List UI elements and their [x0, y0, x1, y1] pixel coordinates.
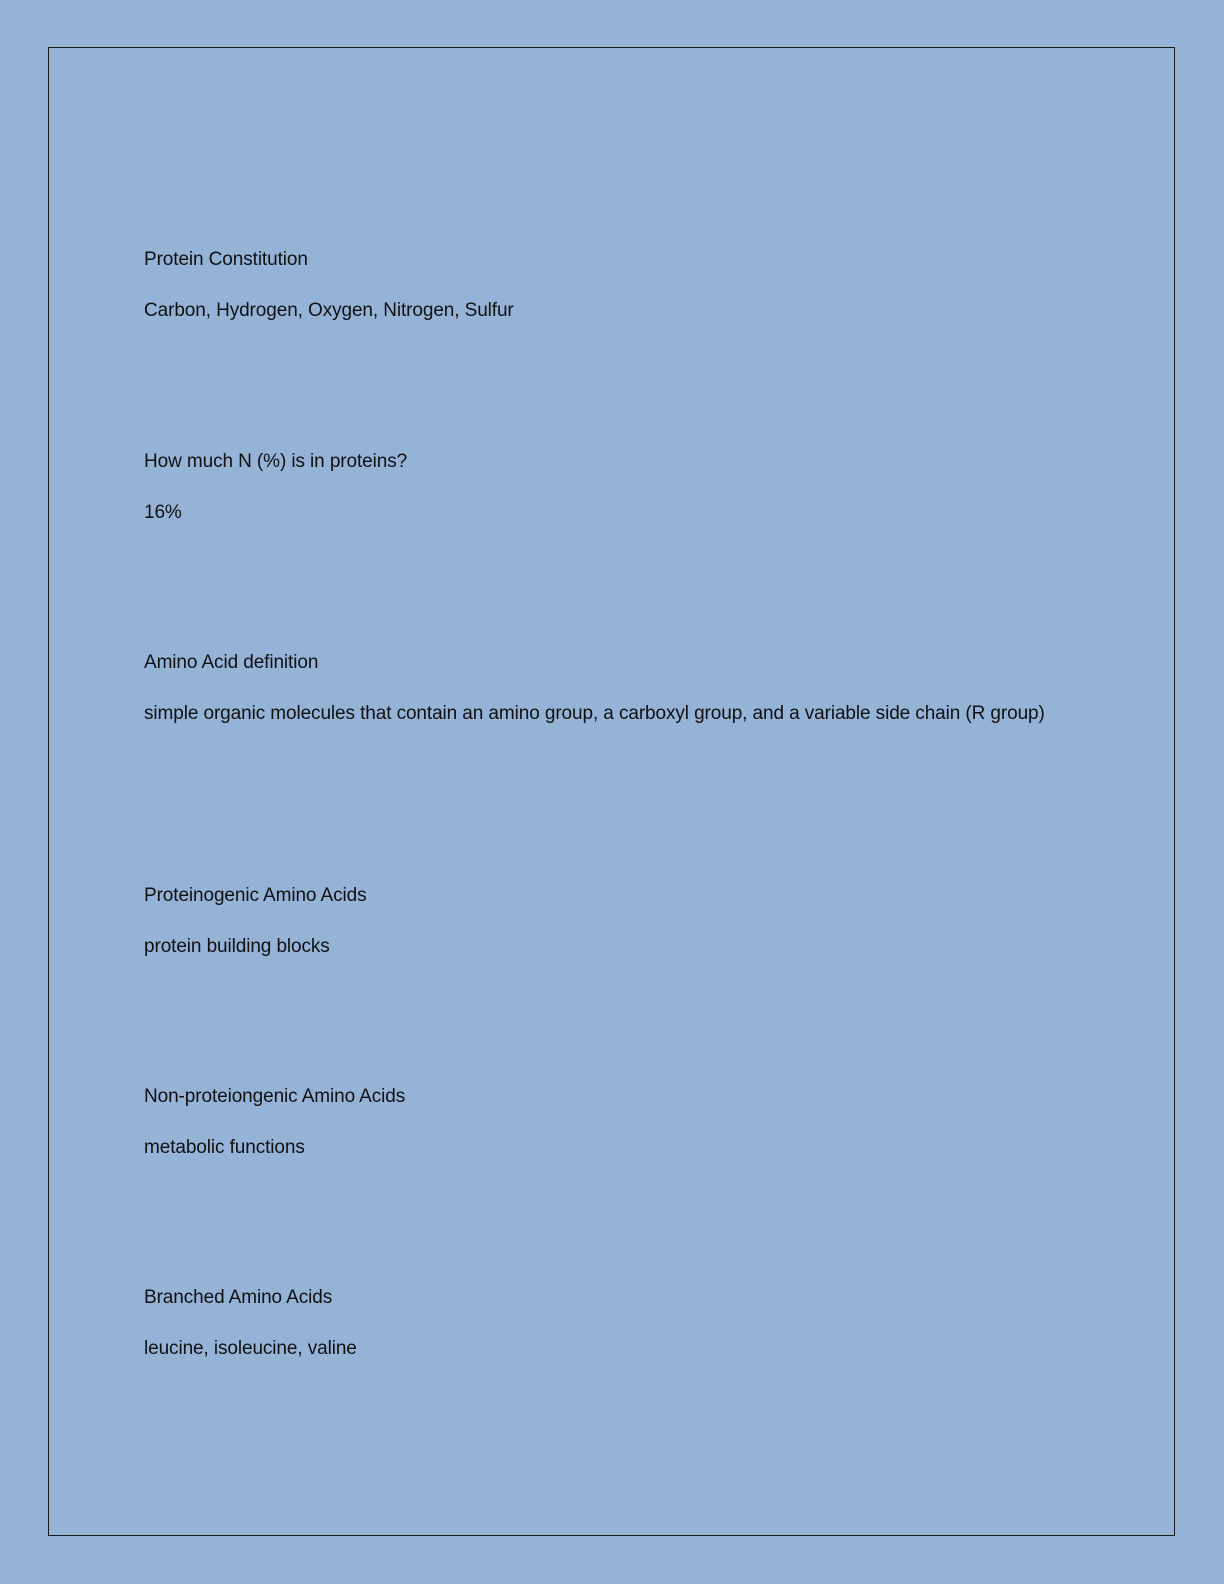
card-term: Non-proteiongenic Amino Acids	[144, 1086, 406, 1107]
card-term: Amino Acid definition	[144, 652, 319, 673]
flashcard	[144, 244, 1074, 327]
card-term: Branched Amino Acids	[144, 1287, 333, 1308]
card-definition: 16%	[144, 502, 182, 523]
flashcard	[144, 1282, 1074, 1365]
card-term: How much N (%) is in proteins?	[144, 451, 408, 472]
flashcard	[144, 1081, 1074, 1164]
card-definition: Carbon, Hydrogen, Oxygen, Nitrogen, Sulfur	[144, 300, 514, 321]
flashcard	[144, 446, 1074, 529]
card-definition: simple organic molecules that contain an amino group, a carboxyl group, and a variable side chain (R group)	[144, 703, 1045, 724]
card-definition: protein building blocks	[144, 936, 330, 957]
card-definition: leucine, isoleucine, valine	[144, 1338, 357, 1359]
card-term: Proteinogenic Amino Acids	[144, 885, 367, 906]
flashcard	[144, 880, 1074, 963]
card-definition: metabolic functions	[144, 1137, 305, 1158]
card-term: Protein Constitution	[144, 249, 308, 270]
flashcard	[144, 647, 1074, 730]
